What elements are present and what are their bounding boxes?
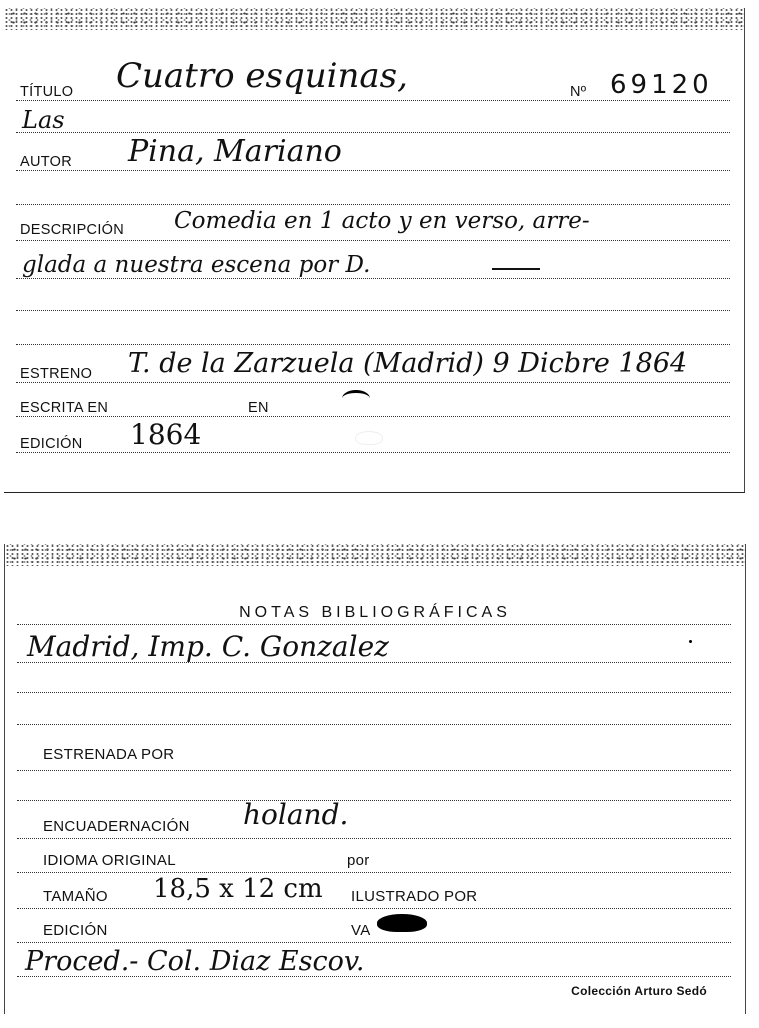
titulo-article: Las bbox=[22, 106, 65, 134]
edicion-label: EDICIÓN bbox=[20, 436, 83, 452]
descripcion-line2: glada a nuestra escena por D. bbox=[22, 252, 371, 278]
en-label: EN bbox=[248, 400, 269, 416]
val-label: VA bbox=[351, 922, 371, 939]
scan-edge-texture bbox=[4, 8, 744, 30]
estrenada-por-label: ESTRENADA POR bbox=[43, 746, 175, 763]
coleccion-footer: Colección Arturo Sedó bbox=[571, 984, 707, 998]
ilustrado-por-label: ILUSTRADO POR bbox=[351, 888, 478, 905]
procedencia-value: Proced.- Col. Diaz Escov. bbox=[25, 946, 365, 977]
autor-label: AUTOR bbox=[20, 154, 72, 170]
estreno-value: T. de la Zarzuela (Madrid) 9 Dicbre 1864 bbox=[128, 348, 688, 379]
encuadernacion-value: holand. bbox=[243, 798, 349, 831]
catalog-card-front bbox=[4, 8, 745, 493]
scan-edge-texture bbox=[5, 544, 745, 566]
titulo-value: Cuatro esquinas, bbox=[116, 56, 408, 96]
numero-value: 69120 bbox=[610, 70, 713, 100]
estreno-label: ESTRENO bbox=[20, 366, 93, 382]
ink-stroke bbox=[342, 390, 370, 407]
autor-value: Pina, Mariano bbox=[128, 134, 342, 169]
escrita-en-label: ESCRITA EN bbox=[20, 400, 109, 416]
tamano-value: 18,5 x 12 cm bbox=[153, 874, 323, 904]
numero-label: Nº bbox=[570, 84, 587, 100]
notas-heading: NOTAS BIBLIOGRÁFICAS bbox=[239, 604, 511, 621]
titulo-label: TÍTULO bbox=[20, 84, 74, 100]
edicion-value: 1864 bbox=[130, 418, 202, 451]
descripcion-line1: Comedia en 1 acto y en verso, arre- bbox=[174, 208, 590, 234]
descripcion-label: DESCRIPCIÓN bbox=[20, 222, 125, 238]
edicion-back-label: EDICIÓN bbox=[43, 922, 108, 939]
por-label: por bbox=[347, 852, 370, 869]
ink-blot bbox=[377, 914, 427, 932]
catalog-card-back bbox=[4, 544, 746, 1014]
tamano-label: TAMAÑO bbox=[43, 888, 108, 905]
encuadernacion-label: ENCUADERNACIÓN bbox=[43, 818, 190, 835]
notas-value: Madrid, Imp. C. Gonzalez bbox=[27, 630, 389, 663]
idioma-original-label: IDIOMA ORIGINAL bbox=[43, 852, 176, 869]
